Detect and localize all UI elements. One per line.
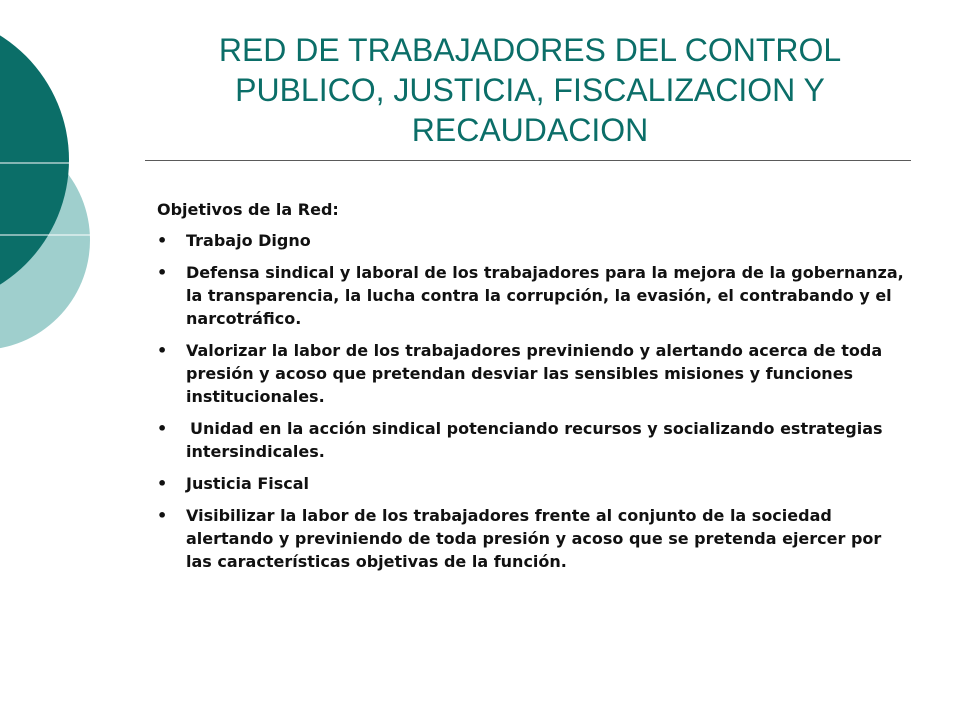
list-item [157,417,907,463]
page-title [150,30,910,150]
objectives-section [157,199,907,582]
bullet-icon: • [157,474,168,493]
bullet-icon: • [157,263,168,282]
bullet-icon: • [157,231,168,250]
list-item-text: Justicia Fiscal [186,474,310,493]
title-divider [145,160,911,161]
decorative-circles [0,0,140,400]
list-item-text: Unidad en la acción sindical potenciando recursos y socializando estrategias intersindicales. [186,419,883,461]
list-item [157,504,907,573]
title-line: RECAUDACION [411,112,649,148]
bullet-icon: • [157,419,168,438]
list-item [157,472,907,495]
list-item-text: Defensa sindical y laboral de los trabajadores para la mejora de la gobernanza, la transparencia, la lucha contra la corrupción, la evasión, el contrabando y el narcotráfico. [186,263,904,328]
list-item [157,261,907,330]
list-item [157,339,907,408]
list-item-text: Trabajo Digno [186,231,311,250]
objectives-heading: Objetivos de la Red: [157,200,339,219]
title-line: RED DE TRABAJADORES DEL CONTROL [218,32,842,68]
list-item-text: Valorizar la labor de los trabajadores previniendo y alertando acerca de toda presión y acoso que pretendan desviar las sensibles misiones y funciones institucionales. [186,341,883,406]
title-line: PUBLICO, JUSTICIA, FISCALIZACION Y [235,72,825,108]
list-item-text: Visibilizar la labor de los trabajadores frente al conjunto de la sociedad alertando y previniendo de toda presión y acoso que se pretenda ejercer por las características objetivas de la función. [186,506,882,571]
bullet-icon: • [157,341,168,360]
list-item [157,229,907,252]
objectives-list [157,229,907,573]
bullet-icon: • [157,506,168,525]
